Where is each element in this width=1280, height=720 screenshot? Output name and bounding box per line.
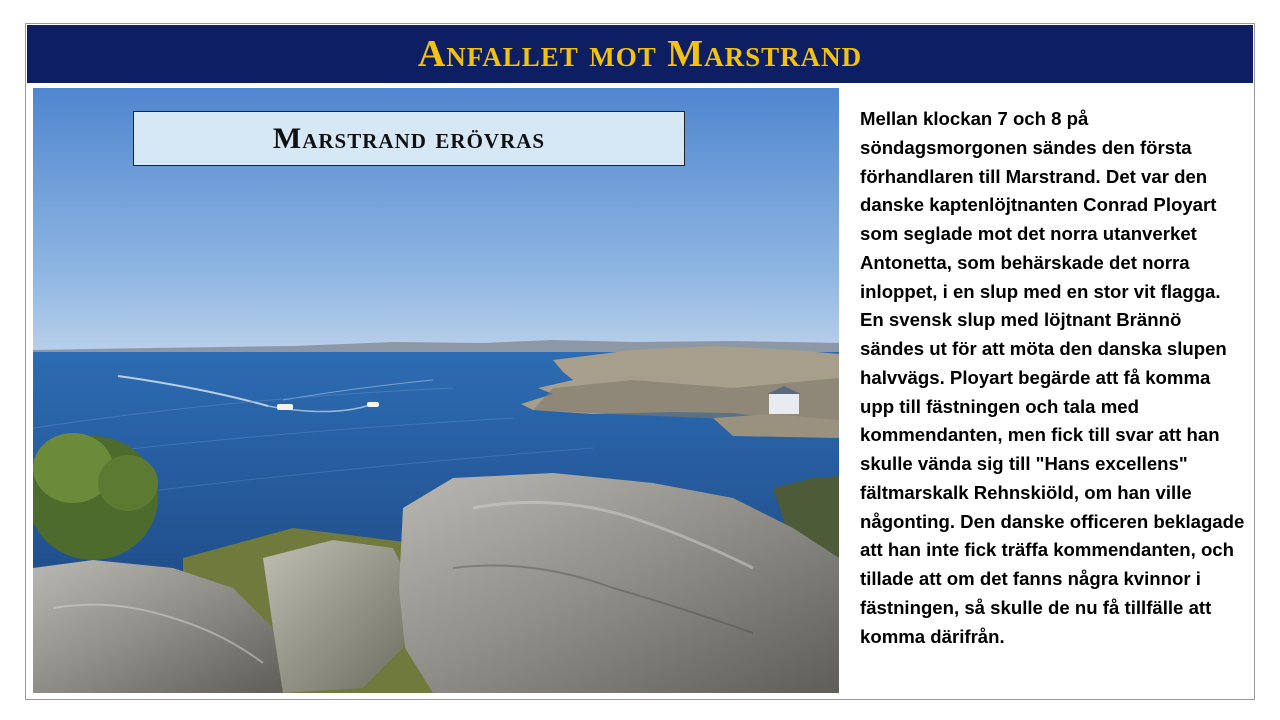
photo-caption-box [133,111,685,166]
slide-title: Anfallet mot Marstrand [417,33,863,75]
title-bar [27,25,1253,83]
coastline-photo [33,88,839,693]
photo-caption: Marstrand erövras [272,121,546,155]
body-text: Mellan klockan 7 och 8 på söndagsmorgonen sändes den första förhandlaren till Marstrand. Det var den danske kaptenlöjtnanten Conrad Ployart som seglade mot det norra utanverket Antonetta, som behärskade det norra inloppet, i en slup med en stor vit flagga. En svensk slup med löjtnant Brännö sändes ut för att möta den danska slupen halvvägs. Ployart begärde att få komma upp till fästningen och tala med kommendanten, men fick till svar att han skulle vända sig till "Hans excellens" fältmarskalk Rehnskiöld, om han ville någonting. Den danske officeren beklagade att han inte fick träffa kommendanten, och tillade att om det fanns några kvinnor i fästningen, så skulle de nu få tillfälle att komma därifrån. [860,108,1245,647]
